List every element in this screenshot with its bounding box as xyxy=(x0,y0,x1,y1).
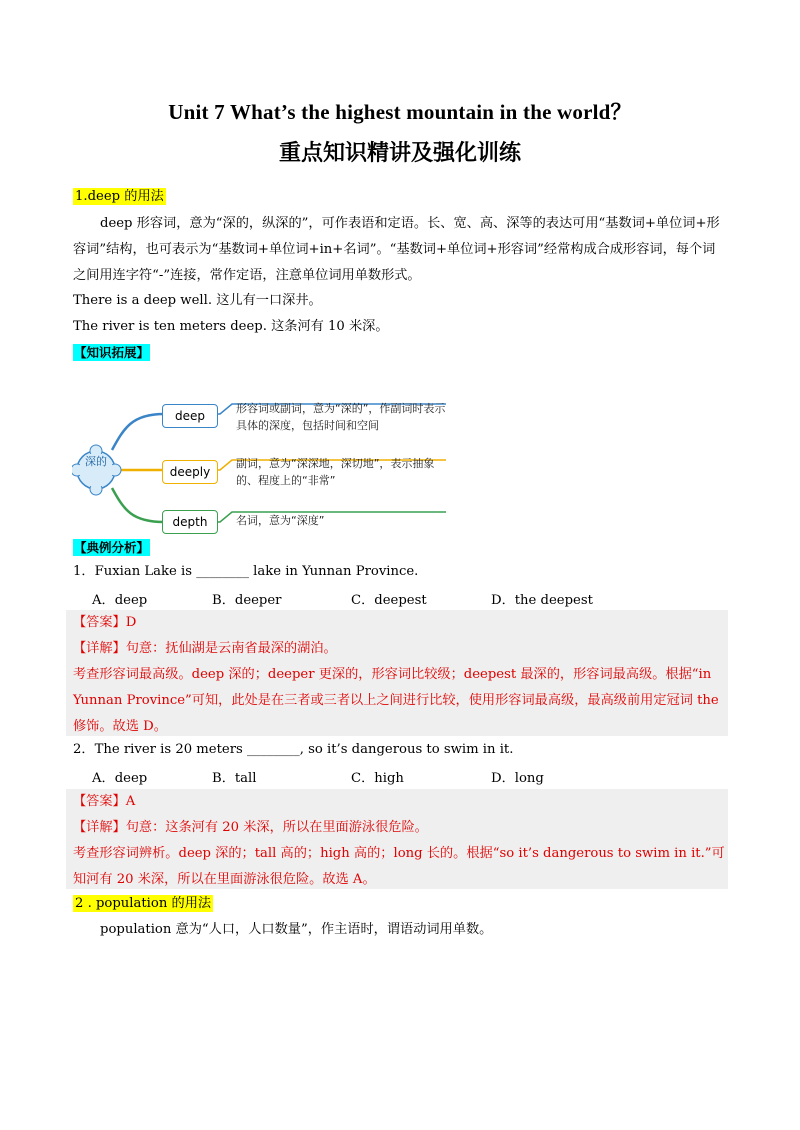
mindmap-desc-deeply: 副词，意为“深深地，深切地”，表示抽象的、程度上的“非常” xyxy=(236,457,435,487)
mindmap-desc-depth: 名词，意为“深度” xyxy=(236,514,325,527)
q1-answer: 【答案】D xyxy=(73,615,137,630)
q1-option-d: D．the deepest xyxy=(491,593,593,608)
q2-detail: 【详解】句意：这条河有 20 米深，所以在里面游泳很危险。 xyxy=(73,820,428,835)
q1-stem: 1．Fuxian Lake is ________ lake in Yunnan Province. xyxy=(73,564,419,579)
q1-explanation: 考查形容词最高级。deep 深的；deeper 更深的，形容词比较级；deepest 最深的，形容词最高级。根据“in Yunnan Province”可知，此处是在三者或三者以上之间进行比较，使用形容词最高级，最高级前用定冠词 the 修饰。故选 D。 xyxy=(73,667,719,734)
section2-heading-text: 2 . population 的用法 xyxy=(75,896,212,911)
q2-explanation: 考查形容词辨析。deep 深的；tall 高的；high 高的；long 长的。根据“so it’s dangerous to swim in it.”可知河有 20 米深，所以在里面游泳很危险。故选 A。 xyxy=(73,846,725,887)
expand-label-text: 【知识拓展】 xyxy=(74,345,150,360)
connector-deep xyxy=(112,414,164,450)
q1-answer-box xyxy=(66,610,728,736)
q1-option-c: C．deepest xyxy=(351,593,427,608)
q2-answer-box xyxy=(66,789,728,889)
q1-option-a: A．deep xyxy=(92,593,148,608)
q2-option-c: C．high xyxy=(351,771,404,786)
q2-option-a: A．deep xyxy=(92,771,148,786)
page-title: Unit 7 What’s the highest mountain in the world？ xyxy=(168,100,632,124)
section2-paragraph: population 意为“人口，人口数量”，作主语时，谓语动词用单数。 xyxy=(100,922,493,937)
mindmap-node-deeply: deeply xyxy=(162,460,218,484)
q2-option-d: D．long xyxy=(491,771,544,786)
example-sentence-2: The river is ten meters deep. 这条河有 10 米深。 xyxy=(73,319,389,334)
section1-heading-text: 1.deep 的用法 xyxy=(75,189,164,204)
example-label xyxy=(73,539,150,558)
example-label-text: 【典例分析】 xyxy=(74,540,150,555)
mindmap-desc-deep: 形容词或副词，意为“深的”，作副词时表示具体的深度，包括时间和空间 xyxy=(236,402,446,432)
q2-option-b: B．tall xyxy=(212,771,257,786)
section1-heading xyxy=(73,188,166,206)
expand-label xyxy=(73,344,150,363)
mindmap-node-depth: depth xyxy=(162,510,218,534)
page-subtitle: 重点知识精讲及强化训练 xyxy=(278,141,521,166)
q1-option-b: B．deeper xyxy=(212,593,282,608)
connector-depth xyxy=(112,488,164,522)
center-node-shape xyxy=(72,445,121,495)
section2-heading xyxy=(73,895,213,913)
example-sentence-1: There is a deep well. 这儿有一口深井。 xyxy=(73,293,322,308)
q1-detail: 【详解】句意：抚仙湖是云南省最深的湖泊。 xyxy=(73,641,337,656)
mindmap xyxy=(72,388,452,538)
q2-stem: 2．The river is 20 meters ________, so it’s dangerous to swim in it. xyxy=(73,742,514,757)
mindmap-node-deep: deep xyxy=(162,404,218,428)
section1-paragraph: deep 形容词，意为“深的，纵深的”，可作表语和定语。长、宽、高、深等的表达可用“基数词+单位词+形容词”结构，也可表示为“基数词+单位词+in+名词”。“基数词+单位词+形容词”经常构成合成形容词，每个词之间用连字符“-”连接，常作定语，注意单位词用单数形式。 xyxy=(73,216,720,283)
q2-answer: 【答案】A xyxy=(73,794,136,809)
mindmap-center-label: 深的 xyxy=(85,455,107,468)
